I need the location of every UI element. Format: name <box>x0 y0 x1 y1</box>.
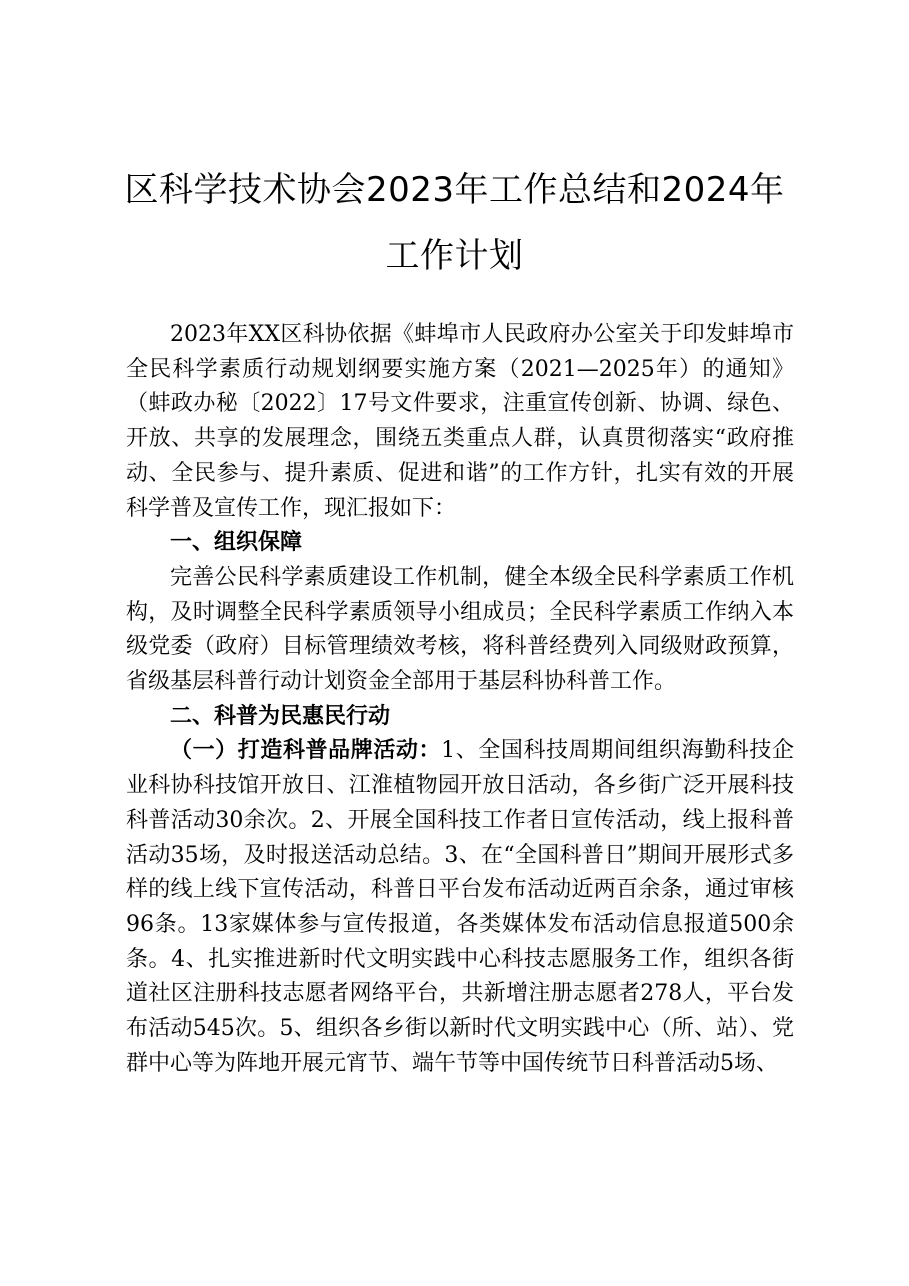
subsection-text-brand-activities: 1、全国科技周期间组织海勤科技企业科协科技馆开放日、江淮植物园开放日活动，各乡街广泛开展科技科普活动30余次。2、开展全国科技工作者日宣传活动，线上报科普活动35场，及时报送活动总结。3、在“全国科普日”期间开展形式多样的线上线下宣传活动，科普日平台发布活动近两百余条，通过审核96条。13家媒体参与宣传报道，各类媒体发布活动信息报道500余条。4、扎实推进新时代文明实践中心科技志愿服务工作，组织各街道社区注册科技志愿者网络平台，共新增注册志愿者278人，平台发布活动545次。5、组织各乡街以新时代文明实践中心（所、站）、党群中心等为阵地开展元宵节、端午节等中国传统节日科普活动5场、 <box>126 738 794 1076</box>
subsection-label-brand-activities: （一）打造科普品牌活动： <box>170 738 442 764</box>
section-paragraph-organization: 完善公民科学素质建设工作机制，健全本级全民科学素质工作机构，及时调整全民科学素质领导小组成员；全民科学素质工作纳入本级党委（政府）目标管理绩效考核，将科普经费列入同级财政预算，省级基层科普行动计划资金全部用于基层科协科普工作。 <box>126 564 794 695</box>
document-title-line1: 区科学技术协会2023年工作总结和2024年 <box>124 170 785 210</box>
document-body <box>126 318 794 1081</box>
section-paragraph-science-action <box>126 734 794 1081</box>
document-title-line2: 工作计划 <box>385 236 524 276</box>
intro-paragraph: 2023年XX区科协依据《蚌埠市人民政府办公室关于印发蚌埠市全民科学素质行动规划纲要实施方案（2021—2025年）的通知》（蚌政办秘〔2022〕17号文件要求，注重宣传创新、协调、绿色、开放、共享的发展理念，围绕五类重点人群，认真贯彻落实“政府推动、全民参与、提升素质、促进和谐”的工作方针，扎实有效的开展科学普及宣传工作，现汇报如下： <box>126 322 794 521</box>
section-heading-organization: 一、组织保障 <box>170 530 303 556</box>
section-heading-science-action: 二、科普为民惠民行动 <box>170 703 391 729</box>
